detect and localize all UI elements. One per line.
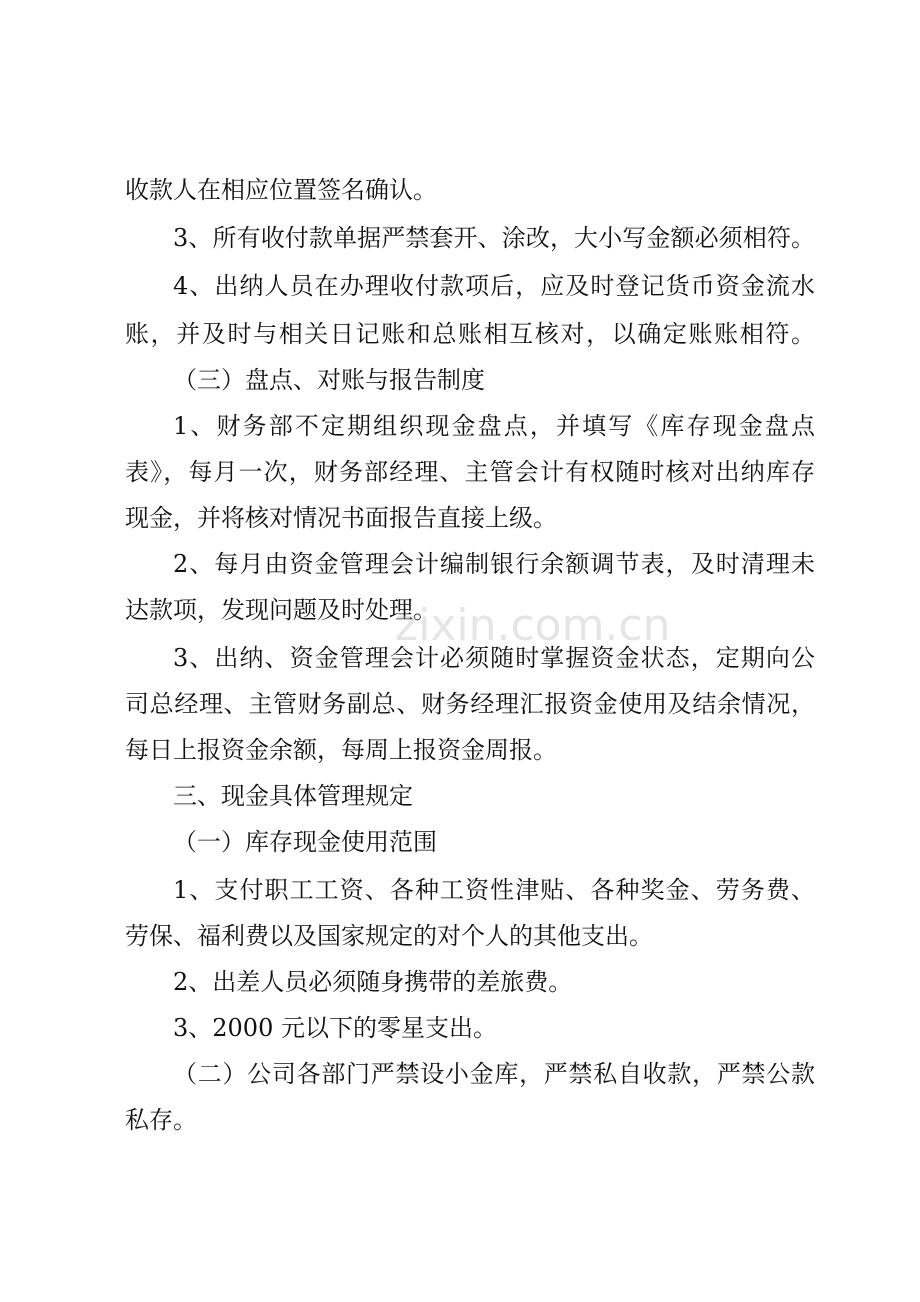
text-line: （二）公司各部门严禁设小金库，严禁私自收款，严禁公款 — [173, 1060, 815, 1088]
watermark: zixin.com.cn — [395, 600, 671, 651]
text-line: 1、支付职工工资、各种工资性津贴、各种奖金、劳务费、 — [173, 876, 815, 904]
text-line: 3、所有收付款单据严禁套开、涂改，大小写金额必须相符。 — [173, 224, 815, 252]
text-line: 司总经理、主管财务副总、财务经理汇报资金使用及结余情况， — [125, 690, 815, 718]
text-line: 3、出纳、资金管理会计必须随时掌握资金状态，定期向公 — [173, 644, 815, 672]
text-line: 4、出纳人员在办理收付款项后，应及时登记货币资金流水 — [173, 272, 815, 300]
text-line: 账，并及时与相关日记账和总账相互核对，以确定账账相符。 — [125, 320, 815, 348]
text-line: 2、出差人员必须随身携带的差旅费。 — [173, 968, 573, 996]
text-line: 达款项，发现问题及时处理。 — [125, 596, 437, 624]
section-heading: （一）库存现金使用范围 — [173, 828, 437, 856]
text-line: 收款人在相应位置签名确认。 — [125, 176, 437, 204]
text-line: 3、2000 元以下的零星支出。 — [173, 1014, 497, 1042]
text-line: 劳保、福利费以及国家规定的对个人的其他支出。 — [125, 922, 653, 950]
text-line: 表》，每月一次，财务部经理、主管会计有权随时核对出纳库存 — [125, 458, 815, 486]
text-line: 2、每月由资金管理会计编制银行余额调节表，及时清理未 — [173, 550, 815, 578]
text-line: 1、财务部不定期组织现金盘点，并填写《库存现金盘点 — [173, 412, 815, 440]
section-heading: （三）盘点、对账与报告制度 — [173, 366, 485, 394]
text-line: 每日上报资金余额，每周上报资金周报。 — [125, 736, 557, 764]
text-line: 现金，并将核对情况书面报告直接上级。 — [125, 504, 557, 532]
section-heading: 三、现金具体管理规定 — [173, 782, 413, 810]
text-line: 私存。 — [125, 1106, 197, 1134]
